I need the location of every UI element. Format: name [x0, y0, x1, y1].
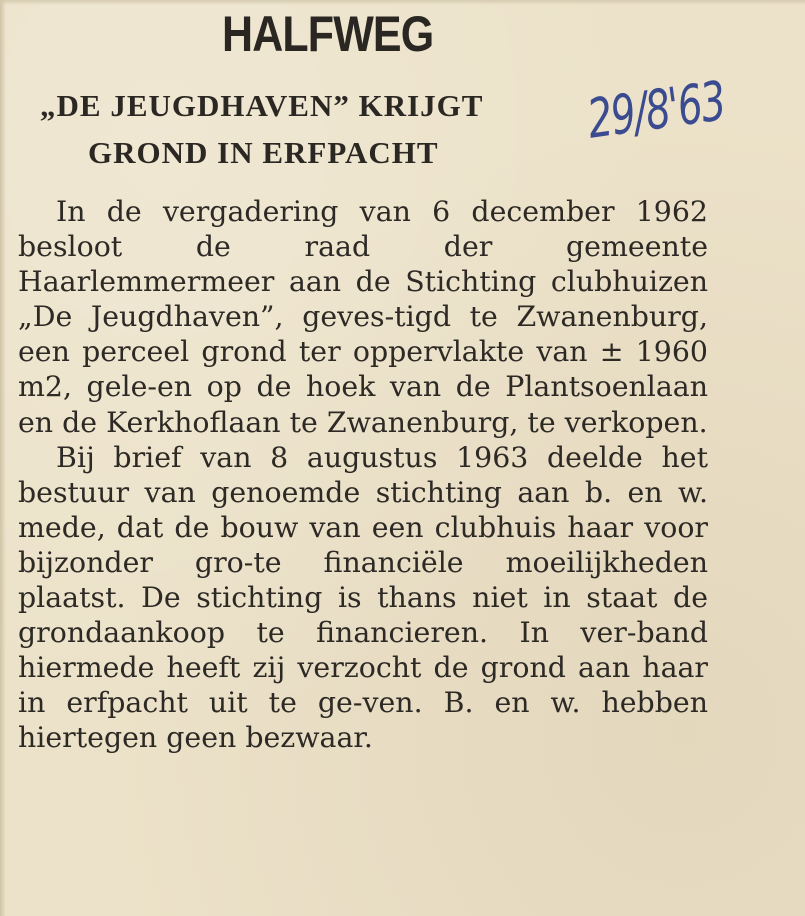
article-paragraph-1-text: In de vergadering van 6 december 1962 besloot de raad der gemeente Haarlemmermeer aan de Stichting clubhuizen „De Jeugdhaven”, geves-tigd te Zwanenburg, een perceel grond ter oppervlakte van ± 1960 m2, gele-en op de hoek van de Plantsoenlaan en de Kerkhoflaan te Zwanenburg, te verkopen.	[18, 195, 708, 439]
paper-left-edge	[0, 0, 6, 916]
headline-line-2: GROND IN ERFPACHT	[88, 135, 439, 170]
paper-top-edge	[0, 0, 805, 5]
handwritten-date-annotation: 29/8'63	[583, 69, 729, 151]
article-paragraph-2-text: Bij brief van 8 augustus 1963 deelde het bestuur van genoemde stichting aan b. en w. mede, dat de bouw van een clubhuis haar voor bijzonder gro-te financiële moeilijkheden plaatst. De stichting is thans niet in staat de grondaankoop te financieren. In ver-band hiermede heeft zij verzocht de grond aan haar in erfpacht uit te ge-ven. B. en w. hebben hiertegen geen bezwaar.	[18, 440, 708, 755]
article-paragraph-2	[18, 440, 708, 756]
location-heading: HALFWEG	[222, 6, 434, 62]
article-paragraph-1	[18, 194, 708, 440]
headline-line-1: „DE JEUGDHAVEN” KRIJGT	[40, 88, 484, 123]
article-body	[18, 194, 708, 756]
